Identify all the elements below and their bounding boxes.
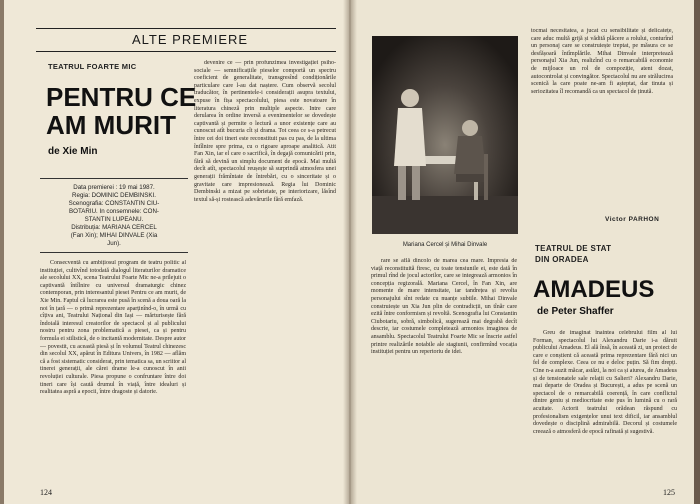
theatre2-line2: DIN ORADEA — [535, 255, 589, 264]
section-header — [36, 28, 336, 52]
author: de Xie Min — [48, 146, 98, 157]
info-line: Data premierei : 19 mai 1987. — [73, 184, 155, 191]
info-line: Regia: DOMINIC DEMBINSKI. — [72, 192, 156, 199]
play2-title: AMADEUS — [533, 276, 655, 303]
stage-photo — [372, 36, 518, 234]
right-column-4: Greu de imaginat înaintea celebrului film al lui Forman, spectacolul lui Alexandru Darie i-a dăruit publicului Amadeus. El ală însă, în această zi, un proiect de care e conștient că această prima reprezentare fără nici un fel de complexe. Ceea ce nu e deloc puțin. Să fim drepți. Cine n-a auzit măcar, astăzi, la noi ca și aiurea, de Amadeus și de tensionatele sale relații cu Salieri? Alexandru Darie, mai departe de Oradea și București, a adus pe scenă un spectacol de o remarcabilă coerență, în care conflictul dintre geniu și mediocritate este pus în lumină cu o rară acuitate. Actorii teatrului orădean răspund cu profesionalism exigențelor unui text dificil, iar ansamblul dovedește o disciplină admirabilă. Decorul și costumele creează o atmosferă de epocă rafinată și sugestivă. — [533, 330, 677, 435]
article-column-2: devenire ce — prin profunzimea investigației psiho-sociale — semnificațiile pieselor comportă un spectru coeficient de generalitate, transgresînd condiționările particulare care l-au dat naștere. Cum observă secolul traducător, în pertinentele-i considerații asupra textului, expuse în fișa spectacolului, piesa este novatoare în literatura chineză prin multiple aspecte. Intre care derularea în ordine inversă a evenimentelor se dovedește captivantă și permite o lectură a unor existențe care au cunoscut atît bucuria cît și drama. Tot ceea ce s-a petrecut între cei doi tineri este reconstituit pas cu pas, de la ultima întîlnire spre prima, cu o rigoare aproape analitică. Atit Fan Xin, iar el care o sacrifică, în degajă comunicării prin, fără să devină un simplu document de epocă. Mai multă decît atît, spectacolul reușește să surprindă atmosfera unei generații frămîntate de întrebări, cu o sinceritate și o gravitate care impresionează. Regia lui Dominic Dembinski a mizat pe sobrietate, pe interiorizare, lăsînd textul să-și rostească adevărurile fără emfază. — [194, 60, 336, 203]
right-top-column: tocmai necesitatea, a jucat cu sensibilitate și delicatețe, care aduc multă grijă și vădită plăcere a rolului, conturînd un personaj care se construiește treptat, pe măsura ce se desfășoară întîmplările. Mihai Dinvale interpretează personajul Xia Jun, realizînd cu o remarcabilă economie de mijloace un rol de compoziție, atent dozat, autocontrolat și convingător. Spectacolul nu are strălucirea scenică la care poate ne-am fi așteptat, dar tinuta și seriozitatea îl recomandă ca un spectacol de ținută. — [531, 28, 673, 95]
theatre-name: TEATRUL FOARTE MIC — [48, 62, 137, 71]
photo-caption: Mariana Cercel și Mihai Dinvale — [402, 242, 488, 248]
right-column-3: rare se află dincolo de marea cea mare. Impresia de viață reconstituită firesc, cu toate tensiunile ei, este dată în primul rînd de jocul actorilor, care se integrează armonios în concepția regizorală. Mariana Cercel, în Fan Xin, are momente de mare intensitate, iar tandrețea și revolta personajului sînt redate cu nuanțe subtile. Mihai Dinvale construiește un Xia Jun plin de contradicții, un tînăr care ezită între conformism și revoltă. Scenografia lui Constantin Ciubotariu, sobră, simbolică, sugerează mai degrabă decît descrie, iar costumele completează armonios imaginea de ansamblu. Spectacolul Teatrului Foarte Mic se înscrie astfel printre realizările notabile ale stagiunii, confirmînd vocația instituției pentru un repertoriu de idei. — [371, 258, 517, 356]
left-page — [0, 0, 349, 504]
info-rule-bottom — [40, 252, 188, 253]
author2: de Peter Shaffer — [537, 306, 614, 317]
page-edge-left — [0, 0, 4, 504]
play-title-line2: AM MURIT — [46, 110, 176, 140]
theatre2-line1: TEATRUL DE STAT — [535, 244, 612, 253]
signature: Victor PARHON — [605, 216, 660, 223]
info-line: Jun). — [107, 240, 121, 247]
info-rule-top — [40, 178, 188, 179]
production-info — [44, 184, 184, 248]
stage-photo-image — [372, 36, 518, 234]
info-line: BOTARIU. In consemnele: CON- — [69, 208, 159, 215]
info-line: Scenografia: CONSTANTIN CIU- — [68, 200, 160, 207]
info-line: Distribuția: MARIANA CERCEL — [71, 224, 157, 231]
play-title-line1: PENTRU CE — [46, 82, 197, 112]
section-title: ALTE PREMIERE — [132, 32, 249, 47]
article-column-1: Consecventă cu ambițiosul program de teatru politic al instituției, cultivînd totodată dialogul literaturilor dramatice ale secolului XX, scena Teatrului Foarte Mic ne-a prilejuit o captivantă întîlnire cu universul dramaturgic chinez contemporan, prin interesantul piesei Pentru ce am murit, de Xie Min. Faptul că lucrarea este pusă în scenă a doua oară la noi în țară — o primă reprezentare aparținînd-o, în urmă cu cîțiva ani, Teatrului Național din Iași — mărturisește fără îndoială interesul creatorilor de spectacol și al publicului nostru pentru zona problematică a piesei, ca și pentru formula ei stilistică, de o incitantă modernitate. Despre autor — povestit, cu această piesă și în volumul Teatrul chinezesc din secolul XX, apărut în Editura Univers, în 1982 — aflăm că a fost sistematic considerat, prin tematica sa, un scriitor al tinerei generații, ale cărei drame le-a cunoscut în anii revoluției culturale. Piesa propune o confruntare între doi tineri care își caută drumul în viață, între idealuri și realitatea aspră a epocii, între dragoste și datorie. — [40, 260, 186, 396]
book-gutter — [343, 0, 357, 504]
info-line: (Fan Xin); MIHAI DINVALE (Xia — [70, 232, 158, 239]
page-number-left: 124 — [40, 488, 52, 497]
page-edge-right — [694, 0, 700, 504]
info-line: STANTIN LUPEANU. — [84, 216, 144, 223]
page-number-right: 125 — [663, 488, 675, 497]
